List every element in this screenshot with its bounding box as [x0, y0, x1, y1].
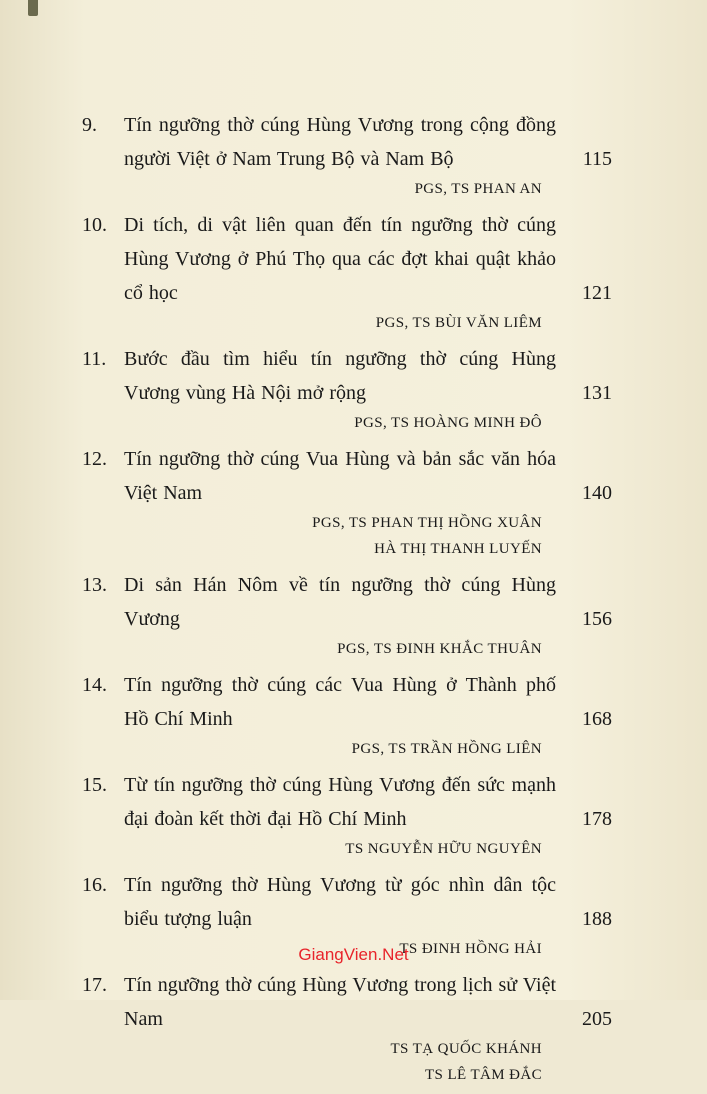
page-corner-mark: [28, 0, 38, 16]
entry-page-number: 131: [582, 382, 612, 404]
author-name: PGS, TS BÙI VĂN LIÊM: [375, 315, 542, 331]
toc-entry: [82, 568, 612, 662]
entry-page-number: 140: [582, 482, 612, 504]
entry-number: 13.: [82, 574, 107, 596]
entry-title: Tín ngưỡng thờ cúng các Vua Hùng ở Thành phố Hồ Chí Minh: [124, 674, 556, 730]
entry-page-number: 188: [582, 908, 612, 930]
entry-page-number: 121: [582, 282, 612, 304]
toc-entry: [82, 768, 612, 862]
toc-entry: [82, 968, 612, 1088]
author-name: TS ĐINH HỒNG HẢI: [399, 941, 542, 957]
entry-authors: [82, 510, 542, 562]
toc-entry: [82, 108, 612, 202]
author-name: PGS, TS PHAN THỊ HỒNG XUÂN: [312, 515, 542, 531]
author-name: PGS, TS TRẦN HỒNG LIÊN: [351, 741, 542, 757]
entry-title: Tín ngưỡng thờ cúng Hùng Vương trong lịch sử Việt Nam: [124, 974, 556, 1030]
toc-entry: [82, 442, 612, 562]
author-name: PGS, TS HOÀNG MINH ĐÔ: [354, 415, 542, 431]
entry-authors: [82, 410, 542, 436]
entry-title: Từ tín ngưỡng thờ cúng Hùng Vương đến sức mạnh đại đoàn kết thời đại Hồ Chí Minh: [124, 774, 556, 830]
author-name: TS TẠ QUỐC KHÁNH: [390, 1041, 542, 1057]
entry-number: 14.: [82, 674, 107, 696]
entry-number: 16.: [82, 874, 107, 896]
author-name: PGS, TS ĐINH KHẮC THUÂN: [337, 641, 542, 657]
entry-number: 10.: [82, 214, 107, 236]
entry-authors: [82, 310, 542, 336]
entry-number: 12.: [82, 448, 107, 470]
entry-authors: [82, 836, 542, 862]
author-name: TS NGUYỄN HỮU NGUYÊN: [345, 841, 542, 857]
author-name: PGS, TS PHAN AN: [414, 181, 542, 197]
entry-authors: [82, 1036, 542, 1088]
entry-number: 15.: [82, 774, 107, 796]
entry-page-number: 168: [582, 708, 612, 730]
entry-title: Bước đầu tìm hiểu tín ngưỡng thờ cúng Hùng Vương vùng Hà Nội mở rộng: [124, 348, 556, 404]
entry-authors: [82, 176, 542, 202]
watermark: GiangVien.Net: [298, 945, 409, 964]
entry-page-number: 205: [582, 1008, 612, 1030]
entry-title: Di sản Hán Nôm về tín ngưỡng thờ cúng Hùng Vương: [124, 574, 556, 630]
author-name: HÀ THỊ THANH LUYẾN: [374, 541, 542, 557]
entry-page-number: 156: [582, 608, 612, 630]
entry-page-number: 115: [582, 148, 612, 170]
entry-authors: [82, 636, 542, 662]
entry-title: Tín ngưỡng thờ cúng Hùng Vương trong cộng đồng người Việt ở Nam Trung Bộ và Nam Bộ: [124, 114, 556, 170]
entry-page-number: 178: [582, 808, 612, 830]
entry-title: Tín ngưỡng thờ Hùng Vương từ góc nhìn dân tộc biểu tượng luận: [124, 874, 556, 930]
toc-entry: [82, 668, 612, 762]
author-name: TS LÊ TÂM ĐẮC: [424, 1067, 542, 1083]
entry-number: 11.: [82, 348, 107, 370]
entry-authors: [82, 736, 542, 762]
toc-entry: [82, 208, 612, 336]
entry-number: 9.: [82, 114, 97, 136]
entry-title: Tín ngưỡng thờ cúng Vua Hùng và bản sắc văn hóa Việt Nam: [124, 448, 556, 504]
entry-title: Di tích, di vật liên quan đến tín ngưỡng thờ cúng Hùng Vương ở Phú Thọ qua các đợt khai quật khảo cổ học: [124, 214, 556, 304]
entry-number: 17.: [82, 974, 107, 996]
toc-entry: [82, 342, 612, 436]
